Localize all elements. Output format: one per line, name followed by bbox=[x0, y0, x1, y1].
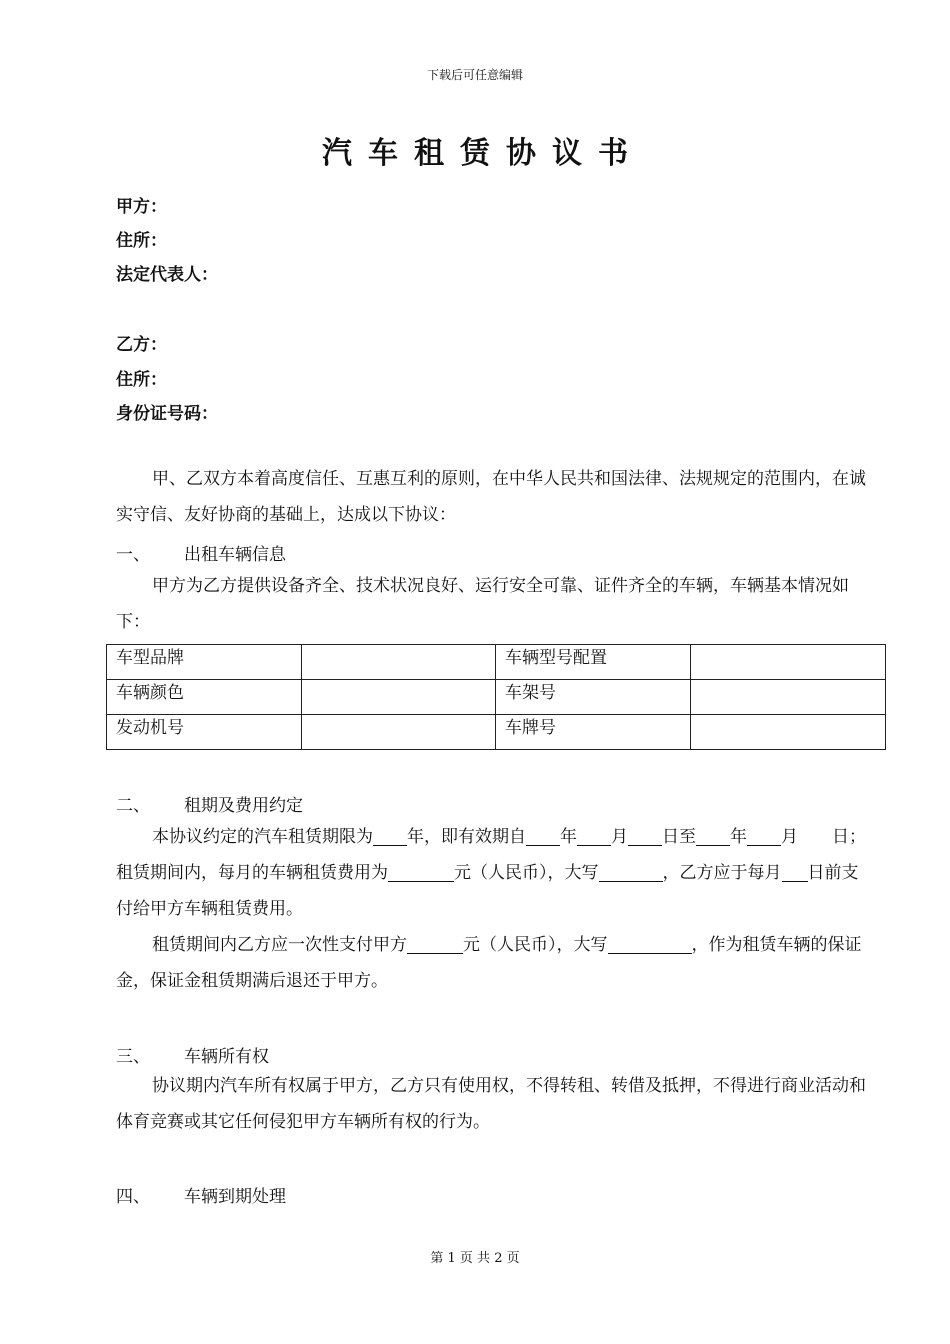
text-run: 年 bbox=[560, 827, 577, 847]
table-cell: 车型品牌 bbox=[107, 645, 302, 680]
table-cell bbox=[302, 645, 496, 680]
table-row bbox=[107, 715, 886, 750]
text-run: 元（人民币），大写 bbox=[454, 863, 599, 883]
section-1-title: 出租车辆信息 bbox=[184, 545, 286, 565]
intro-paragraph: 甲、乙双方本着高度信任、互惠互利的原则，在中华人民共和国法律、法规规定的范围内，在诚实守信、友好协商的基础上，达成以下协议： bbox=[116, 469, 866, 525]
party-a-representative-label: 法定代表人： bbox=[116, 265, 218, 285]
table-cell: 车辆型号配置 bbox=[496, 645, 691, 680]
table-cell: 车牌号 bbox=[496, 715, 691, 750]
table-cell bbox=[302, 680, 496, 715]
table-cell: 发动机号 bbox=[107, 715, 302, 750]
text-run: 本协议约定的汽车租赁期限为 bbox=[152, 827, 373, 847]
party-a-address-label: 住所： bbox=[116, 231, 167, 251]
text-run: ，作为租赁车辆的保证金，保证金租赁期满后退还于甲方。 bbox=[116, 935, 862, 991]
blank-end-year bbox=[696, 825, 730, 846]
party-a-label: 甲方： bbox=[116, 197, 167, 217]
text-run: 年 bbox=[730, 827, 747, 847]
blank-years bbox=[373, 825, 407, 846]
table-cell: 车架号 bbox=[496, 680, 691, 715]
text-run: 元（人民币），大写 bbox=[463, 935, 608, 955]
blank-monthly-fee-words bbox=[599, 861, 663, 882]
party-b-label: 乙方： bbox=[116, 335, 167, 355]
section-1-heading bbox=[116, 540, 286, 565]
section-3-number: 三、 bbox=[116, 1047, 150, 1067]
blank-monthly-fee bbox=[388, 861, 454, 882]
text-run: 日；租赁期间内，每月的车辆租赁费用为 bbox=[116, 827, 866, 883]
table-cell bbox=[691, 715, 886, 750]
text-run: 月 bbox=[611, 827, 628, 847]
page-footer: 第 1 页 共 2 页 bbox=[430, 1251, 520, 1266]
document-title: 汽车租赁协议书 bbox=[322, 136, 644, 171]
section-3-title: 车辆所有权 bbox=[184, 1047, 269, 1067]
party-b-address-label: 住所： bbox=[116, 370, 167, 390]
blank-deposit bbox=[407, 933, 463, 954]
blank-deposit-words bbox=[608, 933, 692, 954]
table-cell: 车辆颜色 bbox=[107, 680, 302, 715]
table-cell bbox=[302, 715, 496, 750]
blank-start-year bbox=[526, 825, 560, 846]
section-1-number: 一、 bbox=[116, 545, 150, 565]
text-run: 月 bbox=[781, 827, 798, 847]
section-4-heading bbox=[116, 1182, 286, 1207]
table-cell bbox=[691, 645, 886, 680]
section-2-title: 租期及费用约定 bbox=[184, 796, 303, 816]
section-2-number: 二、 bbox=[116, 796, 150, 816]
text-run: 日至 bbox=[662, 827, 696, 847]
section-2-paragraph-2 bbox=[116, 927, 866, 999]
section-4-title: 车辆到期处理 bbox=[184, 1187, 286, 1207]
blank-start-day bbox=[628, 825, 662, 846]
table-cell bbox=[691, 680, 886, 715]
text-run: 年，即有效期自 bbox=[407, 827, 526, 847]
page-header: 下载后可任意编辑 bbox=[426, 68, 523, 82]
vehicle-info-table bbox=[106, 644, 886, 750]
section-2-heading bbox=[116, 791, 303, 816]
blank-start-month bbox=[577, 825, 611, 846]
table-row bbox=[107, 680, 886, 715]
party-b-id-label: 身份证号码： bbox=[116, 404, 218, 424]
table-row bbox=[107, 645, 886, 680]
section-1-paragraph: 甲方为乙方提供设备齐全、技术状况良好、运行安全可靠、证件齐全的车辆，车辆基本情况如下： bbox=[116, 576, 849, 632]
section-3-paragraph: 协议期内汽车所有权属于甲方，乙方只有使用权，不得转租、转借及抵押，不得进行商业活动和体育竞赛或其它任何侵犯甲方车辆所有权的行为。 bbox=[116, 1076, 866, 1132]
blank-end-month bbox=[747, 825, 781, 846]
text-run: 租赁期间内乙方应一次性支付甲方 bbox=[152, 935, 407, 955]
section-4-number: 四、 bbox=[116, 1187, 150, 1207]
text-run: ，乙方应于每月 bbox=[662, 863, 782, 883]
section-3-heading bbox=[116, 1042, 269, 1067]
text-run: 日前支付给甲方车辆租赁费用。 bbox=[116, 863, 859, 919]
blank-payment-day bbox=[782, 861, 808, 882]
section-2-paragraph-1 bbox=[116, 819, 866, 927]
